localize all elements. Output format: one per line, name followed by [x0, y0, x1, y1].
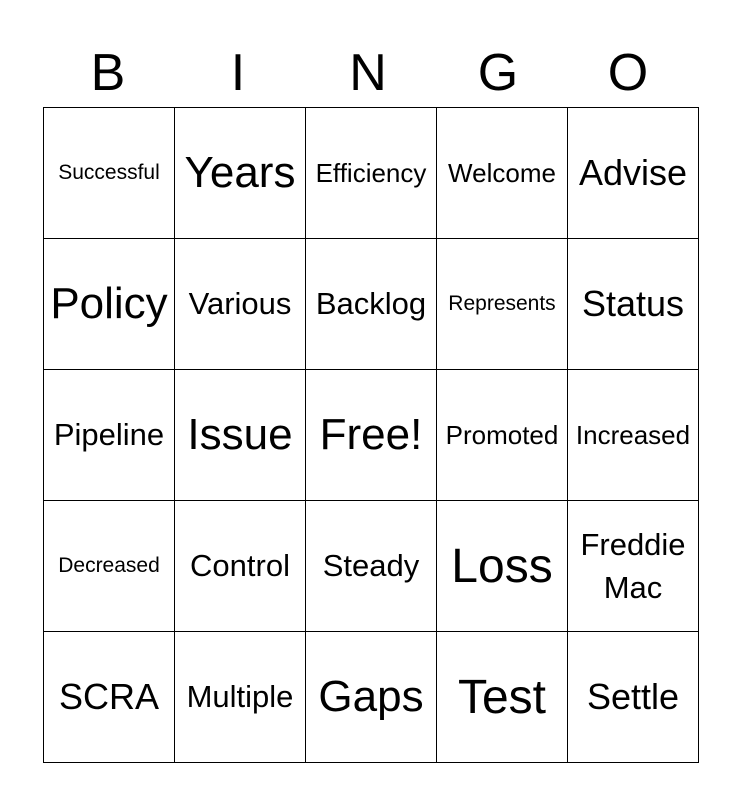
bingo-cell[interactable]: Successful: [44, 108, 175, 239]
bingo-cell[interactable]: Loss: [437, 501, 568, 632]
bingo-cell[interactable]: Issue: [175, 370, 306, 501]
free-space-cell[interactable]: Free!: [306, 370, 437, 501]
bingo-cell[interactable]: SCRA: [44, 632, 175, 763]
bingo-cell[interactable]: Status: [568, 239, 699, 370]
header-letter-i: I: [230, 44, 246, 102]
bingo-cell[interactable]: Pipeline: [44, 370, 175, 501]
bingo-cell[interactable]: Policy: [44, 239, 175, 370]
bingo-cell[interactable]: Welcome: [437, 108, 568, 239]
bingo-header: [43, 40, 693, 106]
header-letter-b: B: [90, 44, 126, 102]
header-letter-g: G: [477, 44, 519, 102]
bingo-cell[interactable]: Decreased: [44, 501, 175, 632]
bingo-cell[interactable]: Freddie Mac: [568, 501, 699, 632]
bingo-cell[interactable]: Efficiency: [306, 108, 437, 239]
header-letter-n: N: [349, 44, 387, 102]
bingo-cell[interactable]: Advise: [568, 108, 699, 239]
board-row: [44, 632, 699, 763]
board-row: [44, 239, 699, 370]
bingo-cell[interactable]: Increased: [568, 370, 699, 501]
header-letter-o: O: [607, 44, 649, 102]
bingo-cell[interactable]: Represents: [437, 239, 568, 370]
bingo-cell[interactable]: Control: [175, 501, 306, 632]
bingo-cell[interactable]: Multiple: [175, 632, 306, 763]
bingo-cell[interactable]: Backlog: [306, 239, 437, 370]
bingo-board: [43, 107, 699, 763]
bingo-cell[interactable]: Gaps: [306, 632, 437, 763]
board-row: [44, 501, 699, 632]
bingo-cell[interactable]: Promoted: [437, 370, 568, 501]
board-row: [44, 108, 699, 239]
bingo-cell[interactable]: Test: [437, 632, 568, 763]
bingo-cell[interactable]: Steady: [306, 501, 437, 632]
bingo-cell[interactable]: Years: [175, 108, 306, 239]
bingo-cell[interactable]: Settle: [568, 632, 699, 763]
board-row: [44, 370, 699, 501]
bingo-cell[interactable]: Various: [175, 239, 306, 370]
